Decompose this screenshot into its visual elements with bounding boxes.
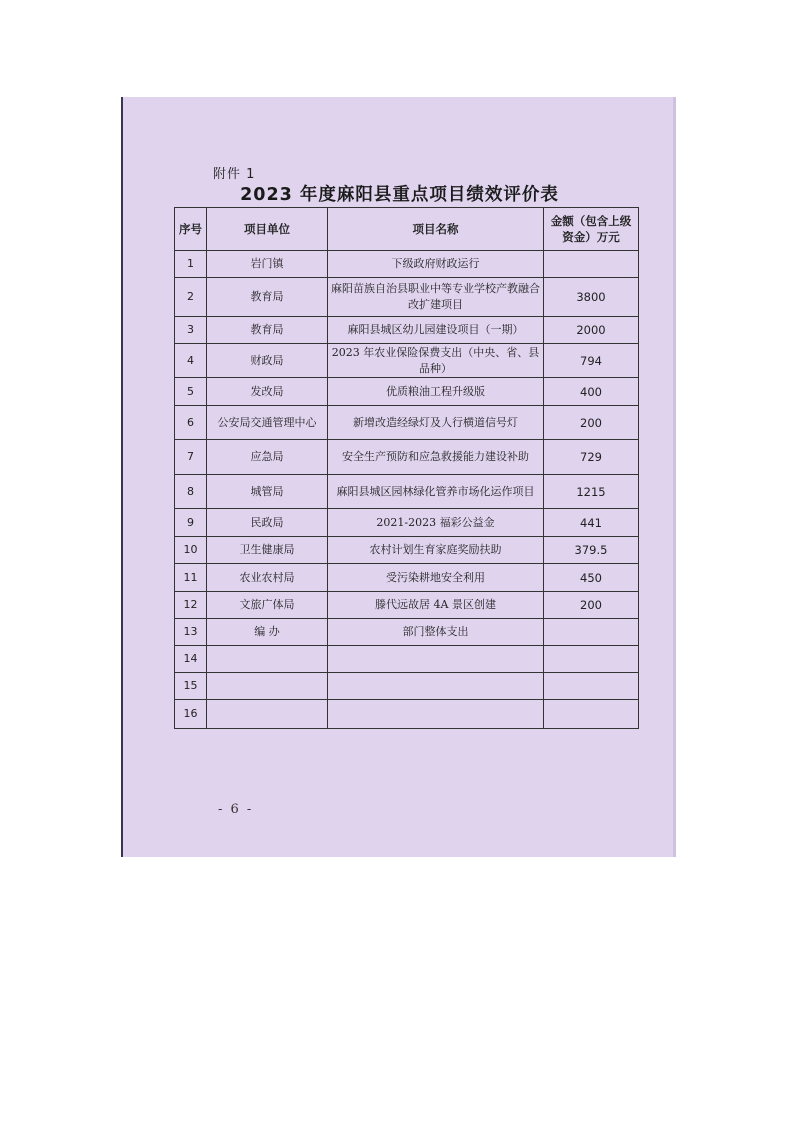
table-row [175,646,639,673]
row-amount: 2000 [544,317,639,344]
row-project-name: 麻阳苗族自治县职业中等专业学校产教融合改扩建项目 [328,278,544,317]
row-project-name [328,646,544,673]
table-row [175,475,639,509]
row-index: 15 [175,673,207,700]
row-amount [544,646,639,673]
row-amount: 450 [544,564,639,592]
row-unit: 民政局 [207,509,328,537]
table-row [175,592,639,619]
row-project-name [328,673,544,700]
row-unit: 文旅广体局 [207,592,328,619]
table-row [175,537,639,564]
row-amount [544,251,639,278]
row-project-name: 农村计划生育家庭奖励扶助 [328,537,544,564]
row-unit [207,646,328,673]
table-row [175,317,639,344]
row-unit [207,673,328,700]
table-header-row [175,208,639,251]
document-page [121,97,676,857]
row-unit: 公安局交通管理中心 [207,406,328,440]
row-amount [544,619,639,646]
row-amount: 400 [544,378,639,406]
row-amount [544,673,639,700]
row-index: 4 [175,344,207,378]
project-table [174,207,639,729]
row-unit: 应急局 [207,440,328,475]
row-unit: 农业农村局 [207,564,328,592]
header-name: 项目名称 [328,208,544,251]
table-row [175,344,639,378]
row-amount [544,700,639,729]
row-unit [207,700,328,729]
row-project-name [328,700,544,729]
row-index: 5 [175,378,207,406]
row-amount: 1215 [544,475,639,509]
table-row [175,378,639,406]
row-unit: 卫生健康局 [207,537,328,564]
row-index: 11 [175,564,207,592]
table-row [175,564,639,592]
row-amount: 200 [544,406,639,440]
row-index: 9 [175,509,207,537]
row-project-name: 下级政府财政运行 [328,251,544,278]
row-index: 16 [175,700,207,729]
table-row [175,700,639,729]
page-title: 2023 年度麻阳县重点项目绩效评价表 [240,185,559,205]
row-unit: 岩门镇 [207,251,328,278]
row-unit: 财政局 [207,344,328,378]
row-index: 3 [175,317,207,344]
row-amount: 379.5 [544,537,639,564]
row-unit: 教育局 [207,278,328,317]
row-project-name: 安全生产预防和应急救援能力建设补助 [328,440,544,475]
row-index: 13 [175,619,207,646]
table-row [175,278,639,317]
row-project-name: 优质粮油工程升级版 [328,378,544,406]
row-index: 14 [175,646,207,673]
row-project-name: 2021-2023 福彩公益金 [328,509,544,537]
row-project-name: 部门整体支出 [328,619,544,646]
row-project-name: 麻阳县城区幼儿园建设项目（一期） [328,317,544,344]
table-row [175,440,639,475]
attachment-label: 附件 1 [213,167,256,182]
row-index: 8 [175,475,207,509]
header-amount: 金额（包含上级资金）万元 [544,208,639,251]
table-body [175,251,639,729]
table-row [175,251,639,278]
row-unit: 教育局 [207,317,328,344]
row-amount: 441 [544,509,639,537]
header-unit: 项目单位 [207,208,328,251]
page-number: - 6 - [218,802,254,817]
row-index: 10 [175,537,207,564]
row-index: 7 [175,440,207,475]
table-row [175,509,639,537]
row-project-name: 麻阳县城区园林绿化管养市场化运作项目 [328,475,544,509]
row-project-name: 新增改造经绿灯及人行横道信号灯 [328,406,544,440]
row-amount: 794 [544,344,639,378]
row-amount: 3800 [544,278,639,317]
table-row [175,619,639,646]
row-project-name: 2023 年农业保险保费支出（中央、省、县品种） [328,344,544,378]
row-amount: 200 [544,592,639,619]
row-index: 2 [175,278,207,317]
table-row [175,673,639,700]
row-index: 6 [175,406,207,440]
table-row [175,406,639,440]
row-amount: 729 [544,440,639,475]
row-index: 1 [175,251,207,278]
row-project-name: 受污染耕地安全利用 [328,564,544,592]
row-unit: 城管局 [207,475,328,509]
row-project-name: 滕代远故居 4A 景区创建 [328,592,544,619]
row-index: 12 [175,592,207,619]
row-unit: 发改局 [207,378,328,406]
row-unit: 编 办 [207,619,328,646]
page-edge [673,97,676,857]
header-index: 序号 [175,208,207,251]
